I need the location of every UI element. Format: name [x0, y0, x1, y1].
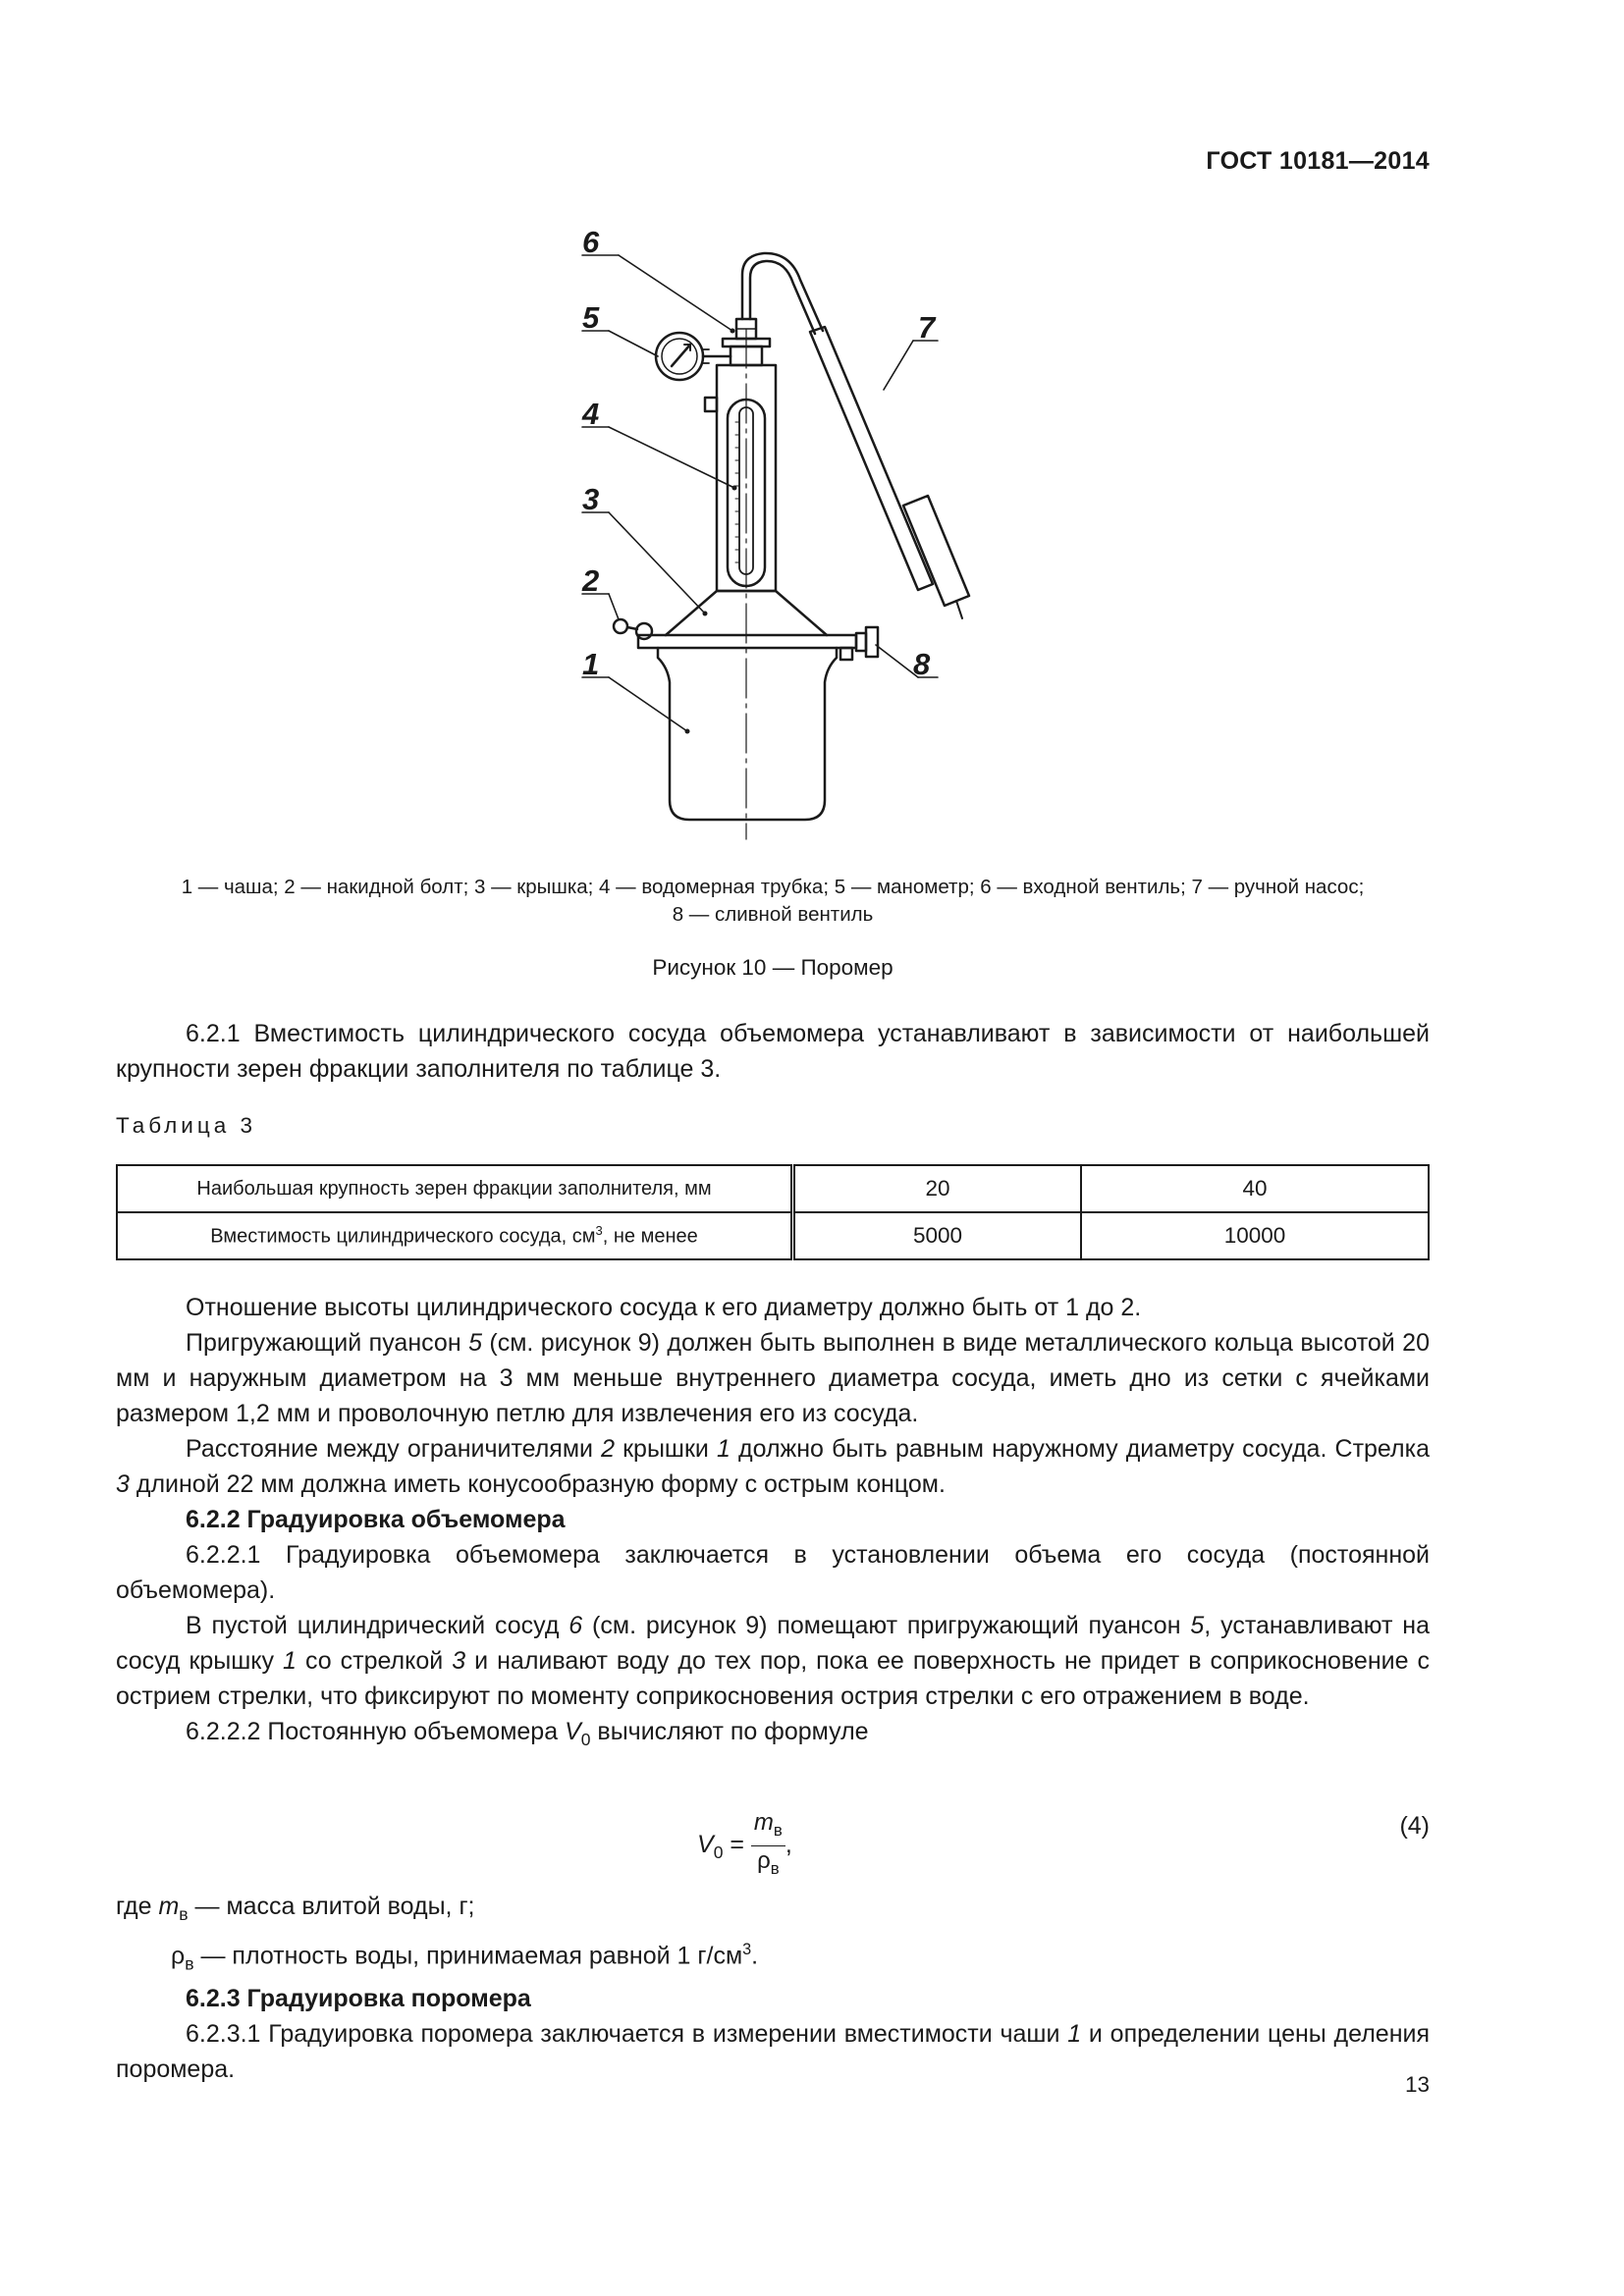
table-label-sup: 3 — [595, 1223, 603, 1239]
fraction-numerator — [751, 1808, 785, 1846]
paragraph — [116, 1608, 1430, 1714]
italic-ref: 3 — [452, 1647, 466, 1675]
figure-label-1: 1 — [582, 647, 600, 681]
section-heading-6-2-2: 6.2.2 Градуировка объемомера — [186, 1506, 566, 1533]
math-op: , — [785, 1830, 792, 1858]
text-run: со стрелкой — [296, 1647, 453, 1675]
table-label-text: Вместимость цилиндрического сосуда, см — [210, 1225, 596, 1248]
text-run: , устанавливают на сосуд крышку — [116, 1612, 1430, 1675]
italic-ref: 2 — [601, 1435, 615, 1463]
table-cell-label — [117, 1212, 793, 1259]
body-text — [116, 1290, 1430, 1757]
math-op: = — [723, 1830, 751, 1858]
figure-legend — [116, 874, 1430, 929]
paragraph-6-2-2-2 — [116, 1714, 1430, 1757]
italic-ref: 1 — [716, 1435, 731, 1463]
body-text-lower — [116, 1889, 1430, 2087]
table-label-text: , не менее — [602, 1225, 698, 1248]
text-run: — плотность воды, принимаемая равной 1 г/см — [193, 1942, 743, 1970]
math-sup: 3 — [742, 1941, 752, 1958]
paragraph-6-2-1: 6.2.1 Вместимость цилиндрического сосуда объемомера устанавливают в зависимости от наибольшей крупности зерен фракции заполнителя по таблице 3. — [116, 1020, 1430, 1083]
math-var: m — [158, 1893, 180, 1920]
italic-ref: 5 — [1190, 1612, 1205, 1639]
figure-label-5: 5 — [582, 300, 600, 335]
table-cell: 40 — [1081, 1165, 1429, 1212]
math-sub: в — [179, 1904, 189, 1924]
formula-fraction — [751, 1808, 785, 1884]
figure-label-2: 2 — [582, 563, 600, 598]
table-cell-label: Наибольшая крупность зерен фракции заполнителя, мм — [117, 1165, 793, 1212]
figure-label-8: 8 — [913, 647, 931, 681]
math-var: ρ — [171, 1942, 186, 1970]
text-run: — масса влитой воды, г; — [188, 1893, 475, 1920]
math-sub: в — [773, 1820, 783, 1840]
section-heading-6-2-3: 6.2.3 Градуировка поромера — [186, 1985, 531, 2013]
table-title: Таблица 3 — [116, 1113, 256, 1138]
paragraph-6-2-3-1 — [116, 2016, 1430, 2087]
formula-4 — [697, 1808, 792, 1884]
italic-ref: 6 — [568, 1612, 583, 1639]
where-clause — [116, 1932, 1430, 1981]
text-run: должно быть равным наружному диаметру сосуда. Стрелка — [730, 1435, 1430, 1463]
text-run: вычисляют по формуле — [590, 1718, 869, 1745]
text-run: Расстояние между ограничителями — [186, 1435, 602, 1463]
paragraph-6-2-2-1: 6.2.2.1 Градуировка объемомера заключается в установлении объема его сосуда (постоянной объемомера). — [116, 1541, 1430, 1604]
math-sub: в — [770, 1858, 780, 1878]
math-var: ρ — [757, 1846, 771, 1874]
table-cell: 10000 — [1081, 1212, 1429, 1259]
table-3 — [116, 1164, 1430, 1260]
text-run: 6.2.3.1 Градуировка поромера заключается в измерении вместимости чаши — [186, 2020, 1068, 2049]
text-run: и определении цены деления поромера. — [116, 2020, 1431, 2084]
text-run: . — [751, 1942, 759, 1970]
text-run: и наливают воду до тех пор, пока ее поверхность не придет в соприкосновение с острием стрелки, что фиксируют по моменту соприкосновения острия стрелки с его отражением в воде. — [116, 1647, 1430, 1710]
italic-ref: 5 — [468, 1329, 482, 1357]
table-cell: 5000 — [793, 1212, 1082, 1259]
text-run: (см. рисунок 9) должен быть выполнен в виде металлического кольца высотой 20 мм и наружным диаметром на 3 мм меньше внутреннего диаметра сосуда, иметь дно из сетки с ячейками размером 1,2 мм и проволочную петлю для извлечения его из сосуда. — [116, 1329, 1430, 1427]
figure-label-7: 7 — [918, 310, 936, 345]
table-row — [117, 1212, 1429, 1259]
text-run: В пустой цилиндрический сосуд — [186, 1612, 569, 1639]
math-var: V — [565, 1718, 581, 1745]
fraction-denominator — [751, 1846, 785, 1884]
text-run: (см. рисунок 9) помещают пригружающий пуансон — [582, 1612, 1191, 1639]
figure-caption: Рисунок 10 — Поромер — [652, 955, 893, 980]
paragraph — [116, 1325, 1430, 1431]
porometer-figure — [550, 221, 1001, 849]
where-clause — [116, 1889, 1430, 1932]
text-run: 6.2.2.2 Постоянную объемомера — [186, 1718, 566, 1745]
text-run: где — [116, 1893, 159, 1920]
paragraph: Отношение высоты цилиндрического сосуда к его диаметру должно быть от 1 до 2. — [186, 1294, 1142, 1321]
math-sub: 0 — [713, 1842, 724, 1862]
figure-label-3: 3 — [582, 482, 600, 516]
math-var: V — [697, 1830, 714, 1858]
text-run: Пригружающий пуансон — [186, 1329, 469, 1357]
figure-legend-line1: 1 — чаша; 2 — накидной болт; 3 — крышка; 4 — водомерная трубка; 5 — манометр; 6 — входной вентиль; 7 — ручной насос; — [181, 876, 1365, 898]
math-var: m — [753, 1809, 774, 1836]
page-number: 13 — [1404, 2072, 1430, 2097]
table-cell: 20 — [793, 1165, 1082, 1212]
formula-number: (4) — [1399, 1812, 1430, 1840]
math-sub: 0 — [580, 1730, 591, 1749]
section-6-2-1 — [116, 1016, 1430, 1087]
figure-legend-line2: 8 — сливной вентиль — [672, 903, 874, 926]
figure-label-4: 4 — [582, 397, 600, 431]
italic-ref: 3 — [116, 1470, 130, 1498]
math-sub: в — [185, 1953, 194, 1974]
figure-label-6: 6 — [582, 225, 600, 259]
table-row — [117, 1165, 1429, 1212]
italic-ref: 1 — [283, 1647, 297, 1675]
italic-ref: 1 — [1067, 2020, 1082, 2049]
text-run: крышки — [615, 1435, 717, 1463]
document-header: ГОСТ 10181—2014 — [1206, 147, 1430, 175]
text-run: длиной 22 мм должна иметь конусообразную форму с острым концом. — [129, 1470, 946, 1498]
paragraph — [116, 1431, 1430, 1502]
